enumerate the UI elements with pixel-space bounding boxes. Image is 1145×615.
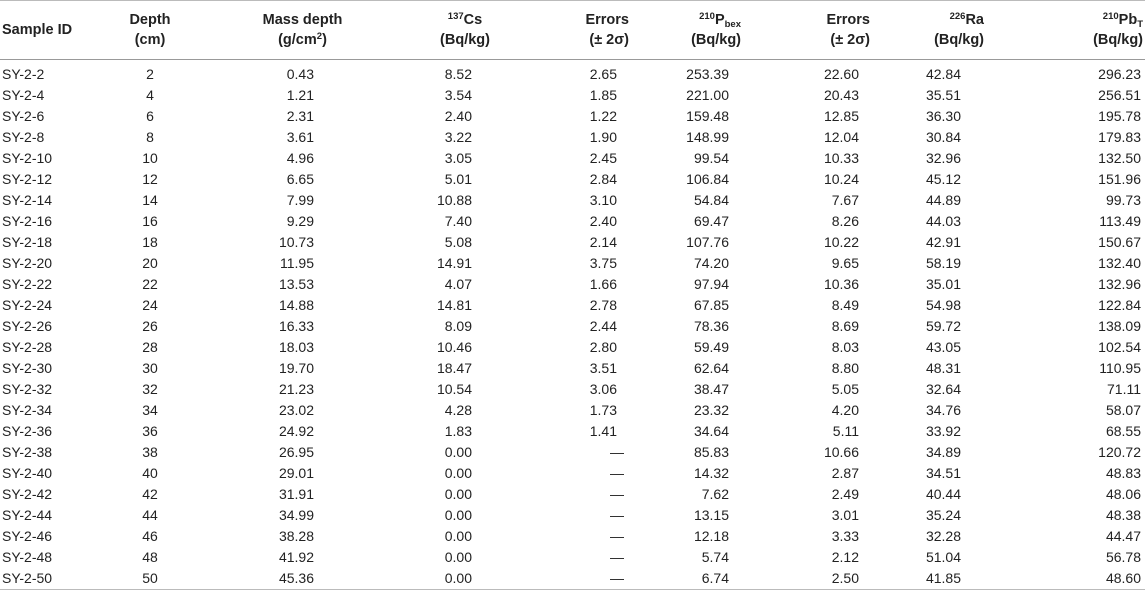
- cell-errors-cs: 2.45: [589, 150, 617, 166]
- header-pb210ex: [643, 1, 781, 60]
- cell-pb210ex: 5.74: [701, 549, 729, 565]
- cell-errors-pb: 9.65: [831, 255, 859, 271]
- cell-errors-cs: 2.65: [589, 66, 617, 82]
- cell-pb210ex: 106.84: [686, 171, 729, 187]
- table-row: [0, 442, 1145, 463]
- cell-errors-pb: 8.03: [831, 339, 859, 355]
- cell-cs137: 4.07: [444, 276, 472, 292]
- cell-pb210t: 296.23: [1098, 66, 1141, 82]
- table-row: [0, 547, 1145, 568]
- cell-mass-depth: 14.88: [278, 297, 314, 313]
- cell-pb210ex: 67.85: [693, 297, 729, 313]
- cell-sample-id: SY-2-44: [2, 507, 53, 523]
- cell-errors-pb: 8.80: [831, 360, 859, 376]
- table-row: [0, 169, 1145, 190]
- cell-depth: 32: [142, 381, 158, 397]
- cell-ra226: 41.85: [891, 568, 1031, 590]
- cell-errors-cs: 2.78: [589, 297, 617, 313]
- cell-sample-id: SY-2-40: [2, 465, 53, 481]
- cell-ra226: 51.04: [925, 549, 961, 565]
- cell-mass-depth: 18.03: [278, 339, 314, 355]
- cell-ra226: 44.03: [925, 213, 961, 229]
- header-row: [0, 1, 1145, 60]
- table-body: [0, 60, 1145, 590]
- table-row: [0, 106, 1145, 127]
- cell-pb210ex: 221.00: [686, 87, 729, 103]
- table-row: [0, 358, 1145, 379]
- cell-errors-cs: —: [610, 507, 624, 523]
- cell-ra226: 40.44: [925, 486, 961, 502]
- cell-mass-depth: 6.65: [286, 171, 314, 187]
- header-errors-cs-label: Errors: [585, 12, 629, 28]
- cell-ra226: 54.98: [925, 297, 961, 313]
- cell-errors-cs: 1.22: [589, 108, 617, 124]
- cell-sample-id: SY-2-2: [2, 66, 45, 82]
- cell-cs137: 14.81: [436, 297, 472, 313]
- table-row: [0, 400, 1145, 421]
- cell-errors-pb: 10.33: [823, 150, 859, 166]
- cell-sample-id: SY-2-4: [2, 87, 45, 103]
- cell-pb210t: 120.72: [1098, 444, 1141, 460]
- cell-cs137: 8.52: [444, 66, 472, 82]
- cell-sample-id: SY-2-50: [0, 568, 100, 590]
- cell-errors-cs: 3.51: [589, 360, 617, 376]
- cell-cs137: 4.28: [444, 402, 472, 418]
- cell-mass-depth: 3.61: [286, 129, 314, 145]
- cell-errors-pb: 7.67: [831, 192, 859, 208]
- cell-sample-id: SY-2-12: [2, 171, 53, 187]
- header-ra226-unit: (Bq/kg): [934, 32, 984, 48]
- cell-pb210ex: 23.32: [693, 402, 729, 418]
- header-errors-pb-unit: (± 2σ): [830, 32, 870, 48]
- cell-cs137: 18.47: [436, 360, 472, 376]
- header-depth: [100, 1, 200, 60]
- cell-sample-id: SY-2-22: [2, 276, 53, 292]
- cell-cs137: 7.40: [444, 213, 472, 229]
- header-errors-pb-label: Errors: [826, 12, 870, 28]
- cell-pb210t: 71.11: [1107, 381, 1141, 397]
- cell-pb210ex: 34.64: [693, 423, 729, 439]
- cell-pb210t: 56.78: [1105, 549, 1141, 565]
- table-row: [0, 127, 1145, 148]
- cell-errors-pb: 3.01: [831, 507, 859, 523]
- cell-pb210t: 132.96: [1098, 276, 1141, 292]
- cell-cs137: 3.05: [444, 150, 472, 166]
- cell-cs137: 3.22: [444, 129, 472, 145]
- cell-depth: 8: [146, 129, 154, 145]
- cell-mass-depth: 41.92: [278, 549, 314, 565]
- cell-pb210t: 48.06: [1105, 486, 1141, 502]
- cell-sample-id: SY-2-8: [2, 129, 45, 145]
- cell-pb210ex: 12.18: [693, 528, 729, 544]
- cell-cs137: 10.88: [436, 192, 472, 208]
- cell-errors-cs: 2.14: [589, 234, 617, 250]
- cell-mass-depth: 0.43: [286, 66, 314, 82]
- cell-errors-pb: 8.69: [831, 318, 859, 334]
- cell-pb210t: 68.55: [1105, 423, 1141, 439]
- cell-depth: 44: [142, 507, 158, 523]
- cell-sample-id: SY-2-46: [2, 528, 53, 544]
- header-cs137: [375, 1, 535, 60]
- cell-errors-cs: 2.80: [589, 339, 617, 355]
- cell-pb210t: 150.67: [1098, 234, 1141, 250]
- cell-pb210t: 113.49: [1099, 213, 1141, 229]
- cell-depth: 48: [142, 549, 158, 565]
- cell-depth: 40: [142, 465, 158, 481]
- cell-mass-depth: 23.02: [278, 402, 314, 418]
- header-mass-depth-unit: $(g/cm^2)$: [278, 31, 327, 48]
- cell-mass-depth: 7.99: [286, 192, 314, 208]
- cell-pb210ex: 6.74: [643, 568, 781, 590]
- cell-pb210ex: 97.94: [693, 276, 729, 292]
- cell-errors-pb: 20.43: [823, 87, 859, 103]
- cell-pb210ex: 7.62: [701, 486, 729, 502]
- cell-ra226: 43.05: [925, 339, 961, 355]
- cell-pb210ex: 59.49: [693, 339, 729, 355]
- table-row: [0, 379, 1145, 400]
- cell-pb210t: 44.47: [1105, 528, 1141, 544]
- cell-depth: 22: [142, 276, 158, 292]
- table-row: [0, 463, 1145, 484]
- cell-errors-cs: 1.66: [589, 276, 617, 292]
- cell-depth: 24: [142, 297, 158, 313]
- cell-ra226: 34.76: [925, 402, 961, 418]
- cell-depth: 36: [142, 423, 158, 439]
- cell-pb210t: 151.96: [1098, 171, 1141, 187]
- cell-errors-pb: 12.04: [823, 129, 859, 145]
- cell-errors-pb: 10.36: [823, 276, 859, 292]
- cell-depth: 26: [142, 318, 158, 334]
- table-row: [0, 85, 1145, 106]
- cell-depth: 38: [142, 444, 158, 460]
- cell-mass-depth: 4.96: [286, 150, 314, 166]
- cell-sample-id: SY-2-36: [2, 423, 53, 439]
- cell-cs137: 14.91: [436, 255, 472, 271]
- cell-errors-pb: 12.85: [823, 108, 859, 124]
- cell-pb210t: 179.83: [1098, 129, 1141, 145]
- cell-pb210ex: 54.84: [693, 192, 729, 208]
- header-errors-cs: [535, 1, 643, 60]
- cell-pb210t: 48.83: [1105, 465, 1141, 481]
- cell-pb210t: 48.60: [1031, 568, 1145, 590]
- cell-cs137: 8.09: [444, 318, 472, 334]
- cell-errors-cs: —: [610, 549, 624, 565]
- cell-ra226: 58.19: [925, 255, 961, 271]
- cell-sample-id: SY-2-10: [2, 150, 53, 166]
- cell-ra226: 34.89: [925, 444, 961, 460]
- cell-mass-depth: 13.53: [278, 276, 314, 292]
- cell-errors-pb: 22.60: [823, 66, 859, 82]
- table-row: [0, 526, 1145, 547]
- cell-sample-id: SY-2-34: [2, 402, 53, 418]
- cell-cs137: 0.00: [444, 507, 472, 523]
- table-row: [0, 484, 1145, 505]
- table-row: [0, 316, 1145, 337]
- cell-sample-id: SY-2-24: [2, 297, 53, 313]
- cell-pb210t: 102.54: [1098, 339, 1141, 355]
- cell-depth: 16: [142, 213, 158, 229]
- header-sample-id: [0, 1, 100, 60]
- cell-pb210ex: 78.36: [693, 318, 729, 334]
- cell-pb210ex: 13.15: [693, 507, 729, 523]
- cell-sample-id: SY-2-28: [2, 339, 53, 355]
- cell-ra226: 44.89: [925, 192, 961, 208]
- cell-errors-cs: 3.75: [589, 255, 617, 271]
- table-header: [0, 1, 1145, 60]
- cell-ra226: 36.30: [925, 108, 961, 124]
- cell-pb210t: 132.50: [1098, 150, 1141, 166]
- table-row: [0, 421, 1145, 442]
- cell-errors-cs: 2.44: [589, 318, 617, 334]
- cell-sample-id: SY-2-16: [2, 213, 53, 229]
- cell-depth: 4: [146, 87, 154, 103]
- cell-errors-cs: 1.73: [589, 402, 617, 418]
- cell-depth: 12: [142, 171, 158, 187]
- cell-mass-depth: 19.70: [278, 360, 314, 376]
- cell-errors-pb: 3.33: [831, 528, 859, 544]
- cell-pb210t: 195.78: [1098, 108, 1141, 124]
- table-row: [0, 274, 1145, 295]
- table-row: [0, 337, 1145, 358]
- cell-depth: 14: [142, 192, 158, 208]
- header-pb210t: [1031, 1, 1145, 60]
- cell-mass-depth: 24.92: [278, 423, 314, 439]
- cell-errors-cs: 1.85: [589, 87, 617, 103]
- table-row: [0, 253, 1145, 274]
- header-depth-unit: (cm): [134, 32, 166, 48]
- table-row: [0, 211, 1145, 232]
- header-pb210t-label: $^{210}Pb_T$: [1102, 11, 1143, 30]
- cell-depth: 6: [146, 108, 154, 124]
- table-row: [0, 232, 1145, 253]
- header-pb210ex-unit: (Bq/kg): [691, 32, 741, 48]
- cell-cs137: 3.54: [444, 87, 472, 103]
- cell-errors-cs: 2.40: [589, 213, 617, 229]
- cell-errors-pb: 2.50: [781, 568, 891, 590]
- cell-ra226: 35.24: [925, 507, 961, 523]
- cell-pb210t: 58.07: [1105, 402, 1141, 418]
- cell-depth: 18: [142, 234, 158, 250]
- table-row: [0, 505, 1145, 526]
- cell-errors-pb: 5.11: [832, 423, 859, 439]
- cell-errors-pb: 10.24: [823, 171, 859, 187]
- cell-cs137: 0.00: [444, 444, 472, 460]
- cell-depth: 46: [142, 528, 158, 544]
- table-row: [0, 190, 1145, 211]
- cell-errors-pb: 10.66: [823, 444, 859, 460]
- cell-errors-pb: 5.05: [831, 381, 859, 397]
- cell-cs137: 0.00: [444, 465, 472, 481]
- cell-ra226: 59.72: [925, 318, 961, 334]
- cell-pb210t: 138.09: [1098, 318, 1141, 334]
- cell-cs137: 0.00: [444, 549, 472, 565]
- cell-cs137: 1.83: [444, 423, 472, 439]
- header-ra226: [891, 1, 1031, 60]
- table-row: [0, 295, 1145, 316]
- cell-mass-depth: 26.95: [278, 444, 314, 460]
- cell-pb210t: 122.84: [1098, 297, 1141, 313]
- cell-mass-depth: 38.28: [278, 528, 314, 544]
- cell-depth: 10: [142, 150, 158, 166]
- cell-pb210t: 48.38: [1105, 507, 1141, 523]
- cell-cs137: 2.40: [444, 108, 472, 124]
- cell-depth: 28: [142, 339, 158, 355]
- cell-ra226: 32.64: [925, 381, 961, 397]
- cell-pb210ex: 253.39: [686, 66, 729, 82]
- cell-mass-depth: 34.99: [278, 507, 314, 523]
- cell-mass-depth: 9.29: [286, 213, 314, 229]
- header-mass-depth-label: Mass depth: [262, 12, 343, 28]
- cell-depth: 30: [142, 360, 158, 376]
- cell-pb210ex: 14.32: [693, 465, 729, 481]
- cell-ra226: 32.28: [925, 528, 961, 544]
- cell-pb210ex: 62.64: [693, 360, 729, 376]
- cell-sample-id: SY-2-48: [2, 549, 53, 565]
- cell-ra226: 34.51: [925, 465, 961, 481]
- cell-errors-cs: 3.06: [589, 381, 617, 397]
- cell-errors-pb: 10.22: [823, 234, 859, 250]
- cell-errors-pb: 2.87: [831, 465, 859, 481]
- cell-cs137: 0.00: [444, 486, 472, 502]
- header-cs137-unit: (Bq/kg): [440, 32, 490, 48]
- cell-mass-depth: 31.91: [278, 486, 314, 502]
- cell-errors-pb: 2.49: [831, 486, 859, 502]
- cell-mass-depth: 11.95: [280, 255, 314, 271]
- table-row: [0, 60, 1145, 86]
- cell-cs137: 10.46: [436, 339, 472, 355]
- cell-pb210t: 110.95: [1099, 360, 1141, 376]
- header-ra226-label: $^{226}$Ra: [949, 11, 984, 28]
- cell-depth: 20: [142, 255, 158, 271]
- cell-cs137: 5.01: [444, 171, 472, 187]
- cell-mass-depth: 2.31: [286, 108, 314, 124]
- header-mass-depth: [200, 1, 375, 60]
- cell-ra226: 32.96: [925, 150, 961, 166]
- cell-sample-id: SY-2-32: [2, 381, 53, 397]
- cell-pb210ex: 148.99: [686, 129, 729, 145]
- cell-cs137: 5.08: [444, 234, 472, 250]
- cell-sample-id: SY-2-38: [2, 444, 53, 460]
- cell-pb210ex: 69.47: [693, 213, 729, 229]
- cell-mass-depth: 1.21: [286, 87, 314, 103]
- cell-pb210t: 256.51: [1098, 87, 1141, 103]
- cell-errors-pb: 8.49: [831, 297, 859, 313]
- cell-errors-pb: 4.20: [831, 402, 859, 418]
- cell-ra226: 35.01: [925, 276, 961, 292]
- cell-pb210ex: 74.20: [693, 255, 729, 271]
- table-row: [0, 568, 1145, 590]
- cell-ra226: 42.91: [925, 234, 961, 250]
- cell-pb210t: 132.40: [1098, 255, 1141, 271]
- cell-ra226: 30.84: [925, 129, 961, 145]
- cell-mass-depth: 21.23: [278, 381, 314, 397]
- cell-sample-id: SY-2-26: [2, 318, 53, 334]
- cell-pb210ex: 38.47: [693, 381, 729, 397]
- cell-errors-cs: 1.41: [589, 423, 617, 439]
- cell-depth: 34: [142, 402, 158, 418]
- cell-mass-depth: 45.36: [200, 568, 375, 590]
- cell-errors-pb: 8.26: [831, 213, 859, 229]
- cell-errors-pb: 2.12: [831, 549, 859, 565]
- cell-errors-cs: —: [610, 528, 624, 544]
- cell-errors-cs: 3.10: [589, 192, 617, 208]
- cell-pb210t: 99.73: [1105, 192, 1141, 208]
- header-errors-pb: [781, 1, 891, 60]
- cell-ra226: 45.12: [925, 171, 961, 187]
- cell-errors-cs: 2.84: [589, 171, 617, 187]
- cell-sample-id: SY-2-30: [2, 360, 53, 376]
- header-sample-id-label: Sample ID: [2, 22, 73, 38]
- cell-pb210ex: 107.76: [686, 234, 729, 250]
- cell-ra226: 33.92: [925, 423, 961, 439]
- cell-depth: 50: [100, 568, 200, 590]
- cell-sample-id: SY-2-42: [2, 486, 53, 502]
- table-row: [0, 148, 1145, 169]
- cell-mass-depth: 29.01: [278, 465, 314, 481]
- header-pb210t-unit: (Bq/kg): [1093, 32, 1143, 48]
- cell-sample-id: SY-2-14: [2, 192, 53, 208]
- cell-ra226: 35.51: [925, 87, 961, 103]
- cell-depth: 42: [142, 486, 158, 502]
- cell-pb210ex: 85.83: [693, 444, 729, 460]
- cell-mass-depth: 16.33: [278, 318, 314, 334]
- cell-errors-cs: —: [610, 465, 624, 481]
- cell-cs137: 0.00: [375, 568, 535, 590]
- header-depth-label: Depth: [129, 12, 171, 28]
- cell-depth: 2: [146, 66, 154, 82]
- cell-errors-cs: —: [610, 444, 624, 460]
- cell-errors-cs: —: [535, 568, 643, 590]
- header-errors-cs-unit: (± 2σ): [589, 32, 629, 48]
- cell-ra226: 48.31: [925, 360, 961, 376]
- cell-cs137: 0.00: [444, 528, 472, 544]
- cell-pb210ex: 159.48: [686, 108, 729, 124]
- cell-cs137: 10.54: [436, 381, 472, 397]
- cell-mass-depth: 10.73: [278, 234, 314, 250]
- header-cs137-label: $^{137}$Cs: [447, 11, 483, 28]
- cell-sample-id: SY-2-6: [2, 108, 45, 124]
- cell-errors-cs: 1.90: [589, 129, 617, 145]
- cell-sample-id: SY-2-18: [2, 234, 53, 250]
- cell-sample-id: SY-2-20: [2, 255, 53, 271]
- cell-ra226: 42.84: [925, 66, 961, 82]
- header-pb210ex-label: $^{210}P_{bex}$: [699, 11, 741, 30]
- cell-pb210ex: 99.54: [693, 150, 729, 166]
- cell-errors-cs: —: [610, 486, 624, 502]
